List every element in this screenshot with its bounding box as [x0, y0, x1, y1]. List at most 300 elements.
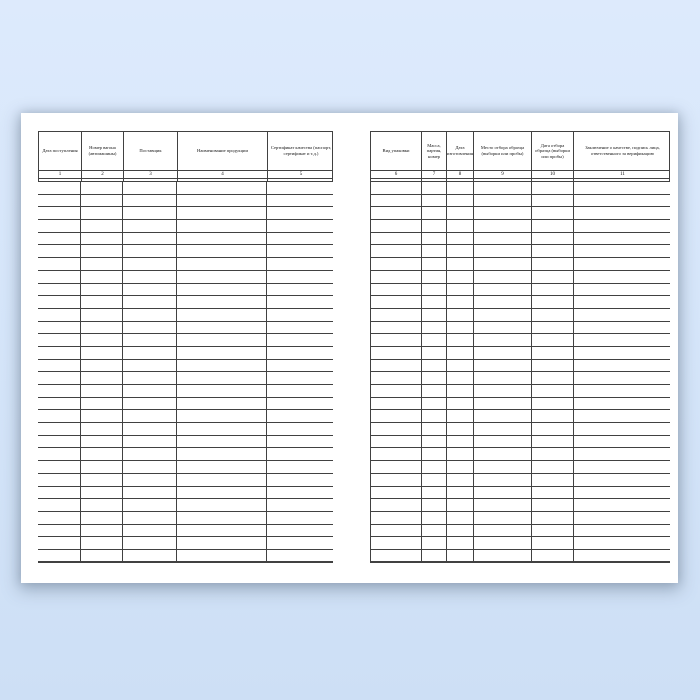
table-cell-empty — [474, 436, 532, 448]
table-cell-empty — [474, 410, 532, 422]
table-cell-empty — [447, 436, 474, 448]
table-cell-empty — [574, 195, 671, 207]
table-cell-empty — [574, 309, 671, 321]
table-cell-empty — [447, 398, 474, 410]
table-cell-empty — [38, 245, 81, 257]
table-cell-empty — [81, 487, 123, 499]
table-cell-empty — [574, 360, 671, 372]
column-number: 4 — [178, 171, 268, 178]
table-cell-empty — [81, 347, 123, 359]
table-cell-empty — [267, 245, 333, 257]
table-row — [371, 525, 670, 538]
table-cell-empty — [422, 334, 447, 346]
table-row — [38, 398, 333, 411]
table-cell-empty — [574, 258, 671, 270]
table-cell-empty — [38, 550, 81, 561]
table-cell-empty — [447, 537, 474, 549]
table-cell-empty — [267, 410, 333, 422]
column-header-10 — [532, 132, 574, 170]
table-cell-empty — [267, 423, 333, 435]
table-cell-empty — [371, 334, 422, 346]
table-cell-empty — [371, 309, 422, 321]
table-cell-empty — [371, 487, 422, 499]
table-cell-empty — [532, 360, 574, 372]
table-cell-empty — [422, 525, 447, 537]
table-cell-empty — [371, 499, 422, 511]
table-cell-empty — [267, 385, 333, 397]
table-cell-empty — [447, 487, 474, 499]
table-cell-empty — [267, 284, 333, 296]
column-header-1 — [39, 132, 82, 170]
table-cell-empty — [447, 195, 474, 207]
table-row — [38, 296, 333, 309]
table-cell-empty — [267, 461, 333, 473]
table-row — [38, 537, 333, 550]
table-cell-empty — [371, 461, 422, 473]
table-cell-empty — [574, 550, 671, 561]
table-cell-empty — [474, 195, 532, 207]
table-row — [371, 461, 670, 474]
table-cell-empty — [38, 284, 81, 296]
table-cell-empty — [447, 423, 474, 435]
table-cell-empty — [177, 474, 267, 486]
table-cell-empty — [447, 182, 474, 194]
table-cell-empty — [447, 245, 474, 257]
table-cell-empty — [447, 385, 474, 397]
table-cell-empty — [474, 537, 532, 549]
table-cell-empty — [177, 461, 267, 473]
table-cell-empty — [177, 258, 267, 270]
table-cell-empty — [267, 309, 333, 321]
table-cell-empty — [371, 436, 422, 448]
table-cell-empty — [447, 360, 474, 372]
table-cell-empty — [532, 487, 574, 499]
column-header-9 — [474, 132, 532, 170]
table-cell-empty — [447, 347, 474, 359]
table-cell-empty — [38, 385, 81, 397]
table-cell-empty — [38, 271, 81, 283]
table-cell-empty — [532, 258, 574, 270]
table-cell-empty — [38, 182, 81, 194]
table-cell-empty — [371, 284, 422, 296]
table-cell-empty — [447, 410, 474, 422]
left-page-table — [38, 131, 333, 563]
table-cell-empty — [177, 372, 267, 384]
table-cell-empty — [38, 258, 81, 270]
table-row — [38, 487, 333, 500]
table-row — [38, 334, 333, 347]
table-cell-empty — [371, 271, 422, 283]
table-cell-empty — [447, 284, 474, 296]
table-cell-empty — [447, 220, 474, 232]
table-cell-empty — [422, 372, 447, 384]
table-cell-empty — [267, 499, 333, 511]
column-header-label: Заключение о качестве, подпись лица, ответственного за верификацию — [585, 145, 660, 156]
column-number: 8 — [447, 171, 474, 178]
column-header-2 — [82, 132, 124, 170]
table-cell-empty — [574, 436, 671, 448]
table-cell-empty — [267, 347, 333, 359]
table-cell-empty — [177, 322, 267, 334]
column-header-label: Дата изготовления — [447, 145, 474, 156]
table-cell-empty — [123, 296, 177, 308]
table-row — [38, 271, 333, 284]
table-row — [371, 385, 670, 398]
table-cell-empty — [422, 309, 447, 321]
table-cell-empty — [422, 347, 447, 359]
table-cell-empty — [267, 525, 333, 537]
table-cell-empty — [371, 195, 422, 207]
table-row — [371, 410, 670, 423]
table-cell-empty — [574, 296, 671, 308]
table-cell-empty — [123, 550, 177, 561]
table-cell-empty — [81, 233, 123, 245]
column-number: 6 — [371, 171, 422, 178]
table-row — [38, 436, 333, 449]
table-cell-empty — [532, 474, 574, 486]
table-cell-empty — [38, 537, 81, 549]
table-cell-empty — [267, 220, 333, 232]
table-row — [371, 296, 670, 309]
table-cell-empty — [422, 284, 447, 296]
table-cell-empty — [267, 398, 333, 410]
double-rule-segment — [178, 179, 268, 181]
table-cell-empty — [38, 461, 81, 473]
table-cell-empty — [474, 245, 532, 257]
table-cell-empty — [474, 334, 532, 346]
column-number: 10 — [532, 171, 574, 178]
table-row — [371, 271, 670, 284]
table-row — [371, 195, 670, 208]
table-cell-empty — [371, 296, 422, 308]
table-header-row — [38, 131, 333, 171]
table-cell-empty — [474, 207, 532, 219]
table-row — [371, 436, 670, 449]
table-cell-empty — [532, 398, 574, 410]
table-cell-empty — [532, 372, 574, 384]
table-cell-empty — [532, 322, 574, 334]
table-cell-empty — [422, 296, 447, 308]
table-cell-empty — [81, 322, 123, 334]
table-cell-empty — [123, 233, 177, 245]
table-cell-empty — [532, 195, 574, 207]
table-cell-empty — [123, 410, 177, 422]
table-cell-empty — [474, 385, 532, 397]
column-header-label: Поставщик — [139, 148, 162, 154]
table-cell-empty — [81, 537, 123, 549]
column-header-label: Дата отбора образца (выборки или пробы) — [535, 142, 570, 159]
table-row — [371, 322, 670, 335]
table-cell-empty — [267, 448, 333, 460]
table-cell-empty — [177, 347, 267, 359]
table-cell-empty — [574, 207, 671, 219]
table-cell-empty — [371, 258, 422, 270]
table-cell-empty — [532, 207, 574, 219]
table-cell-empty — [123, 195, 177, 207]
table-cell-empty — [447, 258, 474, 270]
table-cell-empty — [38, 233, 81, 245]
column-header-label: Дата поступления — [42, 148, 78, 154]
table-row — [38, 245, 333, 258]
table-cell-empty — [474, 258, 532, 270]
table-cell-empty — [574, 334, 671, 346]
table-cell-empty — [574, 512, 671, 524]
column-header-7 — [422, 132, 447, 170]
table-cell-empty — [371, 550, 422, 561]
table-cell-empty — [447, 448, 474, 460]
table-cell-empty — [371, 537, 422, 549]
table-cell-empty — [532, 448, 574, 460]
table-cell-empty — [447, 334, 474, 346]
table-cell-empty — [81, 461, 123, 473]
table-cell-empty — [267, 322, 333, 334]
table-cell-empty — [422, 233, 447, 245]
table-cell-empty — [574, 347, 671, 359]
double-rule-segment — [268, 179, 334, 181]
table-cell-empty — [81, 550, 123, 561]
table-row — [371, 499, 670, 512]
table-cell-empty — [474, 550, 532, 561]
table-cell-empty — [574, 410, 671, 422]
table-row — [371, 207, 670, 220]
double-rule-segment — [422, 179, 447, 181]
table-cell-empty — [474, 512, 532, 524]
table-row — [371, 347, 670, 360]
table-row — [38, 284, 333, 297]
column-numbers-row — [370, 171, 670, 179]
column-header-label: Место отбора образца (выборки или пробы) — [480, 145, 525, 156]
table-cell-empty — [38, 296, 81, 308]
table-cell-empty — [38, 410, 81, 422]
column-number: 11 — [620, 172, 625, 177]
table-cell-empty — [81, 182, 123, 194]
table-cell-empty — [371, 448, 422, 460]
table-cell-empty — [177, 537, 267, 549]
table-row — [38, 360, 333, 373]
table-row — [371, 334, 670, 347]
table-cell-empty — [422, 271, 447, 283]
table-cell-empty — [81, 372, 123, 384]
table-cell-empty — [177, 220, 267, 232]
table-cell-empty — [371, 512, 422, 524]
table-cell-empty — [177, 195, 267, 207]
table-cell-empty — [123, 258, 177, 270]
column-number: 9 — [474, 171, 532, 178]
table-cell-empty — [371, 182, 422, 194]
table-row — [38, 499, 333, 512]
table-row — [371, 423, 670, 436]
table-cell-empty — [81, 436, 123, 448]
table-row — [38, 550, 333, 563]
table-row — [371, 233, 670, 246]
table-cell-empty — [447, 322, 474, 334]
table-cell-empty — [81, 448, 123, 460]
table-cell-empty — [81, 423, 123, 435]
table-cell-empty — [422, 550, 447, 561]
table-cell-empty — [123, 398, 177, 410]
column-number: 2 — [82, 171, 124, 178]
table-cell-empty — [532, 347, 574, 359]
table-row — [38, 512, 333, 525]
table-cell-empty — [422, 322, 447, 334]
table-cell-empty — [474, 296, 532, 308]
table-cell-empty — [574, 398, 671, 410]
table-cell-empty — [177, 487, 267, 499]
table-cell-empty — [177, 284, 267, 296]
table-cell-empty — [474, 347, 532, 359]
table-row — [371, 537, 670, 550]
table-cell-empty — [123, 182, 177, 194]
table-cell-empty — [532, 550, 574, 561]
double-rule-segment — [532, 179, 574, 181]
table-cell-empty — [532, 284, 574, 296]
column-number: 3 — [124, 171, 178, 178]
table-cell-empty — [177, 512, 267, 524]
table-cell-empty — [422, 512, 447, 524]
table-cell-empty — [38, 448, 81, 460]
table-cell-empty — [422, 423, 447, 435]
table-cell-empty — [532, 499, 574, 511]
table-cell-empty — [38, 372, 81, 384]
table-cell-empty — [267, 512, 333, 524]
table-cell-empty — [447, 207, 474, 219]
column-header-label: Вид упаковки — [382, 148, 410, 154]
column-header-label: Наименование продукции — [197, 148, 248, 154]
double-rule-segment — [371, 179, 422, 181]
table-cell-empty — [371, 385, 422, 397]
table-cell-empty — [123, 487, 177, 499]
table-row — [371, 448, 670, 461]
table-cell-empty — [371, 398, 422, 410]
table-row — [371, 258, 670, 271]
table-cell-empty — [574, 487, 671, 499]
table-cell-empty — [123, 448, 177, 460]
table-cell-empty — [81, 284, 123, 296]
table-cell-empty — [38, 309, 81, 321]
table-row — [371, 309, 670, 322]
table-cell-empty — [267, 474, 333, 486]
table-cell-empty — [574, 271, 671, 283]
table-cell-empty — [123, 309, 177, 321]
table-cell-empty — [447, 372, 474, 384]
table-row — [371, 398, 670, 411]
table-cell-empty — [371, 220, 422, 232]
column-header-6 — [371, 132, 422, 170]
table-cell-empty — [474, 372, 532, 384]
table-row — [371, 220, 670, 233]
table-cell-empty — [574, 284, 671, 296]
table-cell-empty — [532, 525, 574, 537]
table-cell-empty — [81, 309, 123, 321]
table-cell-empty — [447, 461, 474, 473]
table-cell-empty — [447, 296, 474, 308]
table-cell-empty — [177, 296, 267, 308]
table-cell-empty — [38, 207, 81, 219]
table-cell-empty — [532, 334, 574, 346]
table-row — [371, 487, 670, 500]
table-cell-empty — [177, 423, 267, 435]
table-cell-empty — [447, 525, 474, 537]
table-cell-empty — [267, 436, 333, 448]
table-cell-empty — [532, 436, 574, 448]
table-cell-empty — [38, 423, 81, 435]
column-header-8 — [447, 132, 474, 170]
table-cell-empty — [38, 347, 81, 359]
table-cell-empty — [532, 296, 574, 308]
table-cell-empty — [532, 385, 574, 397]
table-cell-empty — [371, 322, 422, 334]
table-row — [38, 410, 333, 423]
double-rule-segment — [82, 179, 124, 181]
table-row — [371, 474, 670, 487]
table-cell-empty — [447, 271, 474, 283]
table-cell-empty — [532, 182, 574, 194]
table-cell-empty — [447, 550, 474, 561]
table-cell-empty — [81, 258, 123, 270]
double-rule-segment — [124, 179, 178, 181]
column-header-label: Масса, партия, номер — [426, 142, 442, 159]
table-cell-empty — [38, 487, 81, 499]
table-cell-empty — [422, 360, 447, 372]
table-cell-empty — [532, 423, 574, 435]
table-row — [38, 385, 333, 398]
table-cell-empty — [574, 537, 671, 549]
table-cell-empty — [38, 334, 81, 346]
table-cell-empty — [38, 436, 81, 448]
table-row — [371, 245, 670, 258]
table-cell-empty — [38, 499, 81, 511]
table-body — [38, 182, 333, 563]
table-cell-empty — [123, 220, 177, 232]
table-cell-empty — [123, 284, 177, 296]
table-row — [371, 360, 670, 373]
table-cell-empty — [422, 182, 447, 194]
table-cell-empty — [81, 195, 123, 207]
table-cell-empty — [532, 461, 574, 473]
table-cell-empty — [81, 271, 123, 283]
table-cell-empty — [81, 207, 123, 219]
table-cell-empty — [177, 245, 267, 257]
table-cell-empty — [574, 499, 671, 511]
table-cell-empty — [267, 207, 333, 219]
table-cell-empty — [177, 525, 267, 537]
table-cell-empty — [81, 385, 123, 397]
table-cell-empty — [422, 448, 447, 460]
table-cell-empty — [474, 220, 532, 232]
table-row — [371, 182, 670, 195]
table-cell-empty — [474, 474, 532, 486]
table-cell-empty — [123, 474, 177, 486]
table-row — [371, 284, 670, 297]
table-cell-empty — [267, 271, 333, 283]
table-cell-empty — [447, 512, 474, 524]
table-cell-empty — [177, 207, 267, 219]
table-cell-empty — [532, 512, 574, 524]
table-cell-empty — [267, 195, 333, 207]
table-cell-empty — [474, 233, 532, 245]
table-cell-empty — [422, 207, 447, 219]
table-cell-empty — [177, 182, 267, 194]
column-number: 5 — [299, 172, 303, 177]
table-cell-empty — [177, 309, 267, 321]
table-cell-empty — [81, 334, 123, 346]
column-header-label: Номер вагона (автомашины) — [88, 145, 117, 156]
table-cell-empty — [177, 398, 267, 410]
table-cell-empty — [474, 461, 532, 473]
table-cell-empty — [422, 410, 447, 422]
table-cell-empty — [177, 271, 267, 283]
table-cell-empty — [371, 423, 422, 435]
